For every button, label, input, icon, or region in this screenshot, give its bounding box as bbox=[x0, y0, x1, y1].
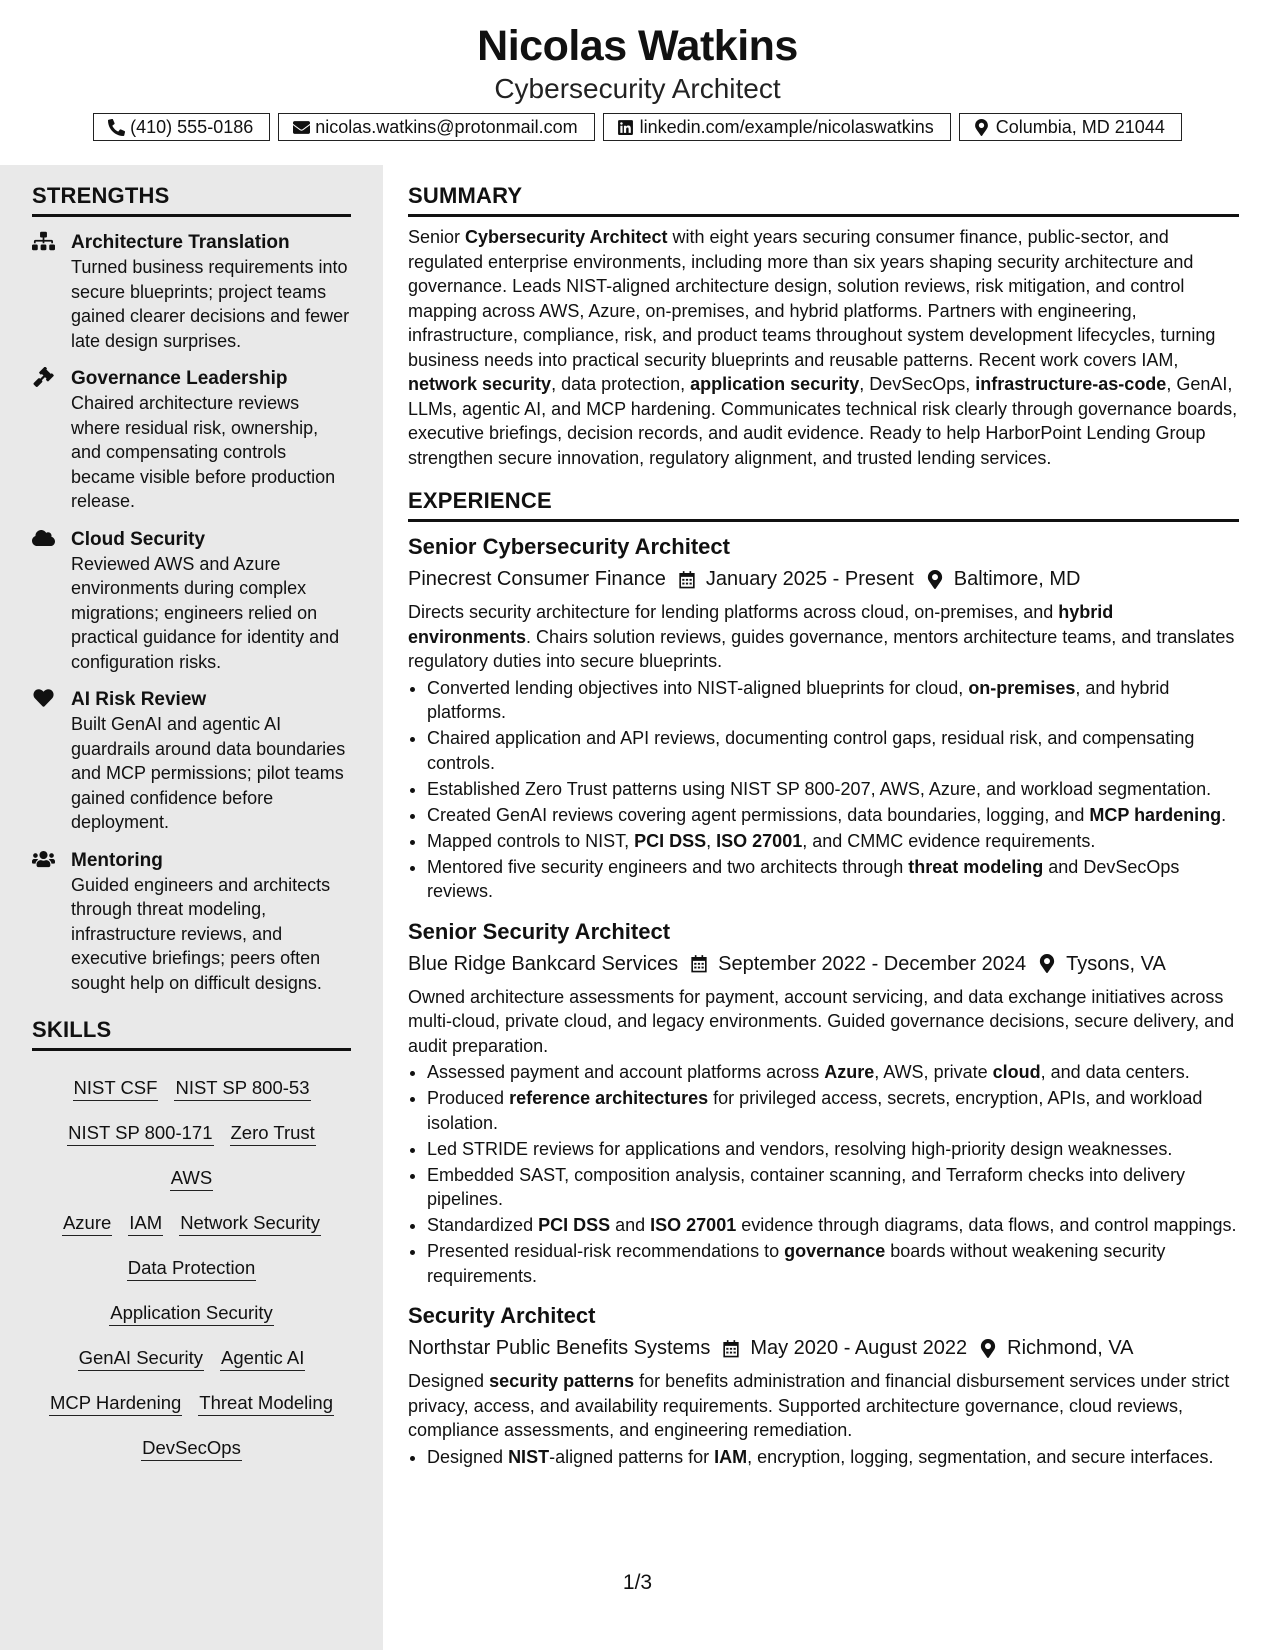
job-location: Tysons, VA bbox=[1066, 952, 1166, 975]
contact-email[interactable] bbox=[278, 113, 594, 141]
skill-tag: AWS bbox=[170, 1166, 213, 1191]
candidate-title: Cybersecurity Architect bbox=[494, 73, 781, 104]
strengths-heading: STRENGTHS bbox=[32, 183, 351, 217]
page-number: 1/3 bbox=[622, 1571, 653, 1594]
job-bullet: • Produced reference architectures for privileged access, secrets, encryption, APIs, and workload isolation. bbox=[427, 1086, 1239, 1135]
gavel-icon bbox=[32, 367, 56, 389]
strength-item bbox=[32, 527, 351, 675]
job-company: Pinecrest Consumer Finance bbox=[408, 568, 666, 590]
job-bullet: • Mentored five security engineers and two architects through threat modeling and DevSecOps reviews. bbox=[427, 855, 1239, 904]
contact-location[interactable] bbox=[959, 113, 1182, 141]
strength-item bbox=[32, 366, 351, 514]
strength-title: Architecture Translation bbox=[71, 232, 290, 253]
contact-linkedin[interactable] bbox=[603, 113, 951, 141]
skill-tag: NIST CSF bbox=[73, 1076, 159, 1101]
skill-tag: NIST SP 800-171 bbox=[67, 1121, 213, 1146]
strength-item bbox=[32, 848, 351, 996]
strength-title: Governance Leadership bbox=[71, 368, 288, 389]
linkedin-icon bbox=[616, 118, 636, 136]
job-bullet: • Established Zero Trust patterns using NIST SP 800-207, AWS, Azure, and workload segmentation. bbox=[427, 777, 1239, 802]
users-icon bbox=[32, 849, 56, 871]
job-description: Owned architecture assessments for payment, account servicing, and data exchange initiatives across multi-cloud, private cloud, and legacy environments. Guided governance decisions, secure delivery, and audit preparation. bbox=[408, 986, 1235, 1056]
job-bullet: • Embedded SAST, composition analysis, container scanning, and Terraform checks into delivery pipelines. bbox=[427, 1163, 1239, 1212]
strength-description: Guided engineers and architects through threat modeling, infrastructure reviews, and executive briefings; peers often sought help on difficult designs. bbox=[71, 874, 331, 993]
job-dates: September 2022 - December 2024 bbox=[718, 952, 1027, 975]
job-entry bbox=[408, 533, 1239, 904]
job-bullet: • Mapped controls to NIST, PCI DSS, ISO 27001, and CMMC evidence requirements. bbox=[427, 829, 1239, 854]
strength-description: Built GenAI and agentic AI guardrails around data boundaries and MCP permissions; pilot teams gained confidence before deployment. bbox=[71, 714, 346, 832]
strength-title: Cloud Security bbox=[71, 528, 206, 550]
contact-location-text: Columbia, MD 21044 bbox=[995, 116, 1165, 137]
strength-description: Turned business requirements into secure blueprints; project teams gained clearer decisions and fewer late design surprises. bbox=[71, 257, 350, 351]
job-bullets bbox=[408, 676, 1239, 904]
strength-title: Mentoring bbox=[71, 849, 163, 871]
experience-heading: EXPERIENCE bbox=[408, 488, 1239, 522]
right-column bbox=[408, 183, 1239, 1471]
skill-tag: DevSecOps bbox=[141, 1436, 242, 1461]
calendar-icon bbox=[678, 570, 696, 589]
cloud-icon bbox=[32, 528, 56, 550]
job-title: Senior Cybersecurity Architect bbox=[408, 534, 730, 559]
job-bullet: • Standardized PCI DSS and ISO 27001 evidence through diagrams, data flows, and control mappings. bbox=[427, 1213, 1239, 1238]
heart-icon bbox=[32, 688, 56, 710]
calendar-icon bbox=[690, 954, 708, 973]
job-bullet: • Assessed payment and account platforms across Azure, AWS, private cloud, and data centers. bbox=[427, 1060, 1239, 1085]
strength-item bbox=[32, 687, 351, 835]
map-pin-icon bbox=[979, 1339, 997, 1358]
job-bullet: • Led STRIDE reviews for applications and vendors, resolving high-priority design weaknesses. bbox=[427, 1137, 1239, 1162]
job-bullet: • Designed NIST-aligned patterns for IAM, encryption, logging, segmentation, and secure interfaces. bbox=[427, 1445, 1239, 1470]
strength-description: Chaired architecture reviews where residual risk, ownership, and compensating controls became visible before production release. bbox=[71, 393, 336, 511]
contact-phone-text: (410) 555-0186 bbox=[130, 116, 254, 137]
job-entry bbox=[408, 918, 1239, 1289]
job-dates: January 2025 - Present bbox=[705, 568, 914, 590]
map-pin-icon bbox=[1038, 954, 1056, 973]
summary-heading: SUMMARY bbox=[408, 183, 1239, 217]
skill-tag: Zero Trust bbox=[230, 1121, 316, 1146]
job-entry bbox=[408, 1302, 1239, 1469]
skill-tag: GenAI Security bbox=[78, 1346, 204, 1371]
skills-row bbox=[32, 1380, 351, 1425]
job-location: Baltimore, MD bbox=[953, 568, 1081, 590]
job-description: Directs security architecture for lending platforms across cloud, on-premises, and hybrid environments. Chairs solution reviews, guides governance, mentors architecture teams, and translates regulatory duties into secure blueprints. bbox=[408, 602, 1235, 671]
skills-row bbox=[32, 1425, 351, 1470]
skill-tag: NIST SP 800-53 bbox=[174, 1076, 310, 1101]
strength-description: Reviewed AWS and Azure environments during complex migrations; engineers relied on practical guidance for identity and configuration risks. bbox=[71, 553, 340, 672]
left-column bbox=[32, 183, 351, 1470]
skills-heading: SKILLS bbox=[32, 1017, 351, 1051]
contact-email-text: nicolas.watkins@protonmail.com bbox=[315, 116, 578, 137]
summary-text: Senior Cybersecurity Architect with eight years securing consumer finance, public-sector, and regulated enterprise environments, including more than six years shaping security architecture and governance. Leads NIST-aligned architecture design, solution reviews, risk mitigation, and control mapping across AWS, Azure, on-premises, and hybrid platforms. Partners with engineering, infrastructure, compliance, risk, and product teams throughout system development lifecycles, turning business needs into practical security blueprints and reusable patterns. Recent work covers IAM, network security, data protection, application security, DevSecOps, infrastructure-as-code, GenAI, LLMs, agentic AI, and MCP hardening. Communicates technical risk clearly through governance boards, executive briefings, decision records, and audit evidence. Ready to help HarborPoint Lending Group strengthen secure innovation, regulatory alignment, and trusted lending services. bbox=[408, 227, 1238, 468]
job-description: Designed security patterns for benefits administration and financial disbursement services under strict privacy, access, and availability requirements. Supported architecture governance, cloud reviews, compliance assessments, and engineering remediation. bbox=[408, 1371, 1230, 1440]
job-meta bbox=[408, 566, 1239, 592]
job-location: Richmond, VA bbox=[1007, 1337, 1134, 1359]
skill-tag: Azure bbox=[62, 1211, 112, 1236]
skill-tag: Threat Modeling bbox=[198, 1391, 334, 1416]
job-bullet: • Presented residual-risk recommendations to governance boards without weakening security requirements. bbox=[427, 1239, 1239, 1288]
map-pin-icon bbox=[972, 118, 992, 136]
skills-list bbox=[32, 1065, 351, 1470]
strength-title: AI Risk Review bbox=[71, 689, 207, 710]
skills-row bbox=[32, 1110, 351, 1200]
job-title: Security Architect bbox=[408, 1303, 596, 1328]
envelope-icon bbox=[291, 118, 311, 136]
skills-row bbox=[32, 1335, 351, 1380]
skill-tag: IAM bbox=[128, 1211, 163, 1236]
skill-tag: Data Protection bbox=[127, 1256, 257, 1281]
calendar-icon bbox=[722, 1339, 740, 1358]
job-bullets bbox=[408, 1060, 1239, 1288]
job-bullets bbox=[408, 1445, 1239, 1470]
skill-tag: MCP Hardening bbox=[49, 1391, 182, 1416]
candidate-name: Nicolas Watkins bbox=[477, 22, 798, 70]
job-meta bbox=[408, 951, 1239, 977]
skills-row bbox=[32, 1065, 351, 1110]
contact-linkedin-text: linkedin.com/example/nicolaswatkins bbox=[639, 116, 934, 137]
job-meta bbox=[408, 1335, 1239, 1361]
skills-row bbox=[32, 1245, 351, 1290]
skills-row bbox=[32, 1290, 351, 1335]
job-bullet: • Created GenAI reviews covering agent permissions, data boundaries, logging, and MCP hardening. bbox=[427, 803, 1239, 828]
job-company: Blue Ridge Bankcard Services bbox=[408, 952, 679, 975]
contact-phone[interactable] bbox=[93, 113, 270, 141]
phone-icon bbox=[106, 118, 126, 136]
strength-item bbox=[32, 230, 351, 353]
sitemap-icon bbox=[32, 231, 56, 253]
job-dates: May 2020 - August 2022 bbox=[750, 1337, 968, 1359]
job-company: Northstar Public Benefits Systems bbox=[408, 1337, 711, 1359]
skill-tag: Network Security bbox=[179, 1211, 321, 1236]
skill-tag: Application Security bbox=[109, 1301, 273, 1326]
job-bullet: • Chaired application and API reviews, documenting control gaps, residual risk, and compensating controls. bbox=[427, 726, 1239, 775]
skill-tag: Agentic AI bbox=[220, 1346, 305, 1371]
skills-row bbox=[32, 1200, 351, 1245]
job-bullet: • Converted lending objectives into NIST-aligned blueprints for cloud, on-premises, and hybrid platforms. bbox=[427, 676, 1239, 725]
map-pin-icon bbox=[926, 570, 944, 589]
job-title: Senior Security Architect bbox=[408, 918, 671, 944]
contact-bar bbox=[0, 113, 1275, 141]
